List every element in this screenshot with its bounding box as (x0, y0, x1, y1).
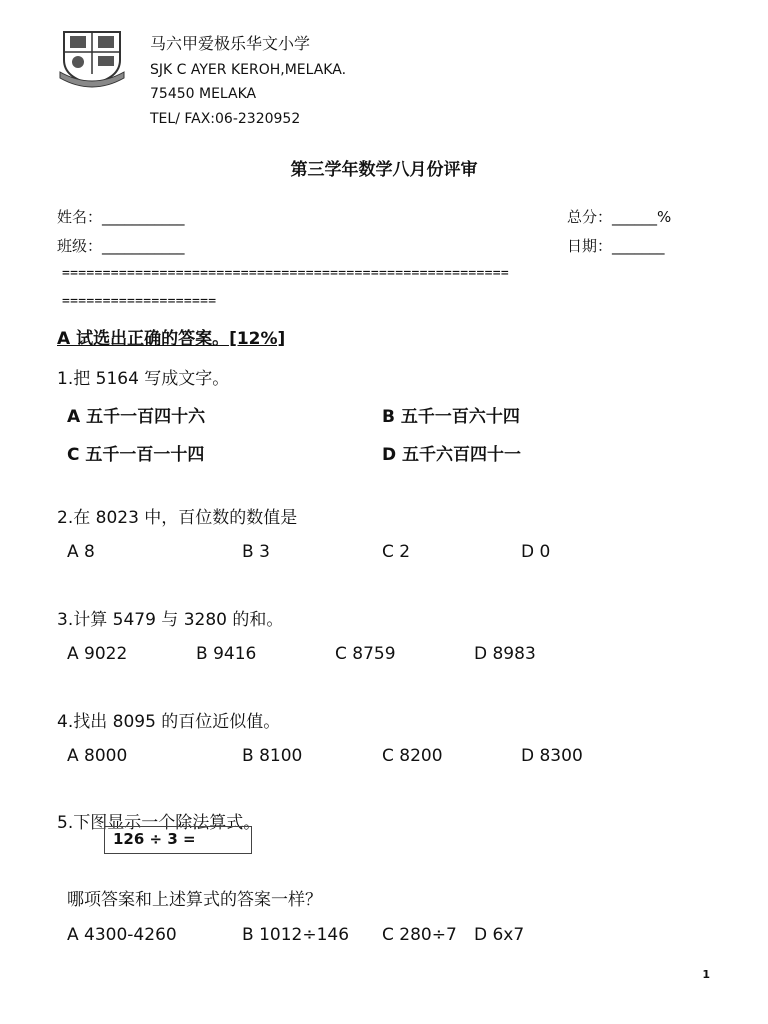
q2-option-d: D 0 (521, 542, 551, 562)
q5-option-d: D 6x7 (474, 925, 525, 945)
question-5: 5.下图显示一个除法算式。 (57, 813, 261, 833)
q3-option-a: A 9022 (67, 644, 128, 664)
school-crest-logo (58, 26, 126, 88)
q5-option-c: C 280÷7 (382, 925, 457, 945)
separator-line-1: ======================================================= (62, 266, 509, 281)
q3-option-d: D 8983 (474, 644, 536, 664)
equation-box (104, 826, 252, 854)
school-name-chinese: 马六甲爱极乐华文小学 (150, 34, 311, 53)
page-number: 1 (702, 968, 710, 981)
date-field: 日期：_______ (567, 237, 665, 255)
name-field: 姓名：___________ (57, 208, 185, 226)
question-1: 1.把 5164 写成文字。 (57, 369, 230, 389)
question-3: 3.计算 5479 与 3280 的和。 (57, 610, 284, 630)
q1-option-a: A 五千一百四十六 (67, 407, 206, 427)
class-field: 班级：___________ (57, 237, 185, 255)
question-4: 4.找出 8095 的百位近似值。 (57, 712, 281, 732)
separator-line-2: =================== (62, 294, 217, 309)
q3-option-b: B 9416 (196, 644, 257, 664)
exam-title: 第三学年数学八月份评审 (290, 160, 478, 180)
q1-option-b: B 五千一百六十四 (382, 407, 520, 427)
school-name-english: SJK C AYER KEROH,MELAKA. (150, 62, 347, 78)
section-a-heading: A 试选出正确的答案。[12%] (57, 329, 286, 349)
q4-option-b: B 8100 (242, 746, 303, 766)
question-5-subtext: 哪项答案和上述算式的答案一样？ (67, 890, 322, 910)
q4-option-c: C 8200 (382, 746, 443, 766)
q2-option-a: A 8 (67, 542, 95, 562)
school-telephone: TEL/ FAX:06-2320952 (150, 111, 301, 127)
q3-option-c: C 8759 (335, 644, 396, 664)
q1-option-d: D 五千六百四十一 (382, 445, 522, 465)
q1-option-c: C 五千一百一十四 (67, 445, 205, 465)
q2-option-c: C 2 (382, 542, 411, 562)
equation-text: 126 ÷ 3 = (113, 830, 196, 848)
question-2: 2.在 8023 中，百位数的数值是 (57, 508, 298, 528)
school-postcode: 75450 MELAKA (150, 86, 257, 102)
score-field: 总分：______% (567, 208, 672, 226)
q5-option-a: A 4300-4260 (67, 925, 177, 945)
q5-option-b: B 1012÷146 (242, 925, 350, 945)
q4-option-d: D 8300 (521, 746, 583, 766)
q4-option-a: A 8000 (67, 746, 128, 766)
q2-option-b: B 3 (242, 542, 270, 562)
